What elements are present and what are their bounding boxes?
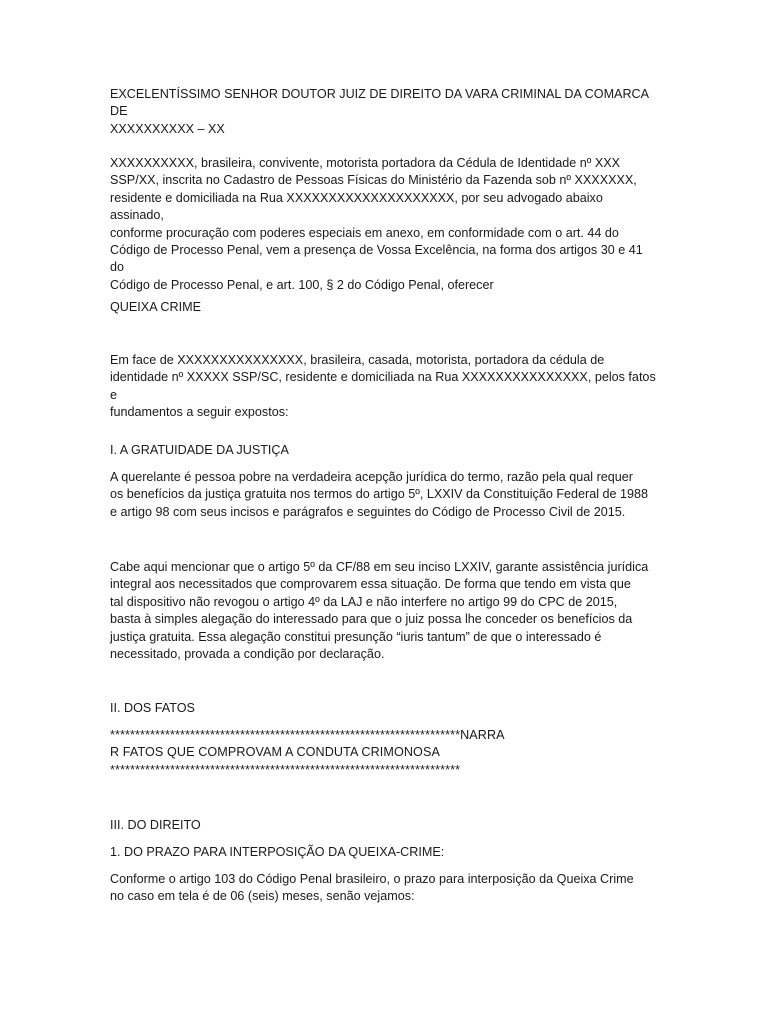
defendant-paragraph: Em face de XXXXXXXXXXXXXXX, brasileira, casada, motorista, portadora da cédula de identidade nº XXXXX SSP/SC, residente e domiciliada na Rua XXXXXXXXXXXXXXX, pelos fatos e fundamentos a seguir expostos: <box>110 353 656 420</box>
qualification-paragraph: XXXXXXXXXX, brasileira, convivente, motorista portadora da Cédula de Identidade nº XXX SSP/XX, inscrita no Cadastro de Pessoas Físicas do Ministério da Fazenda sob nº XXXXXXX, residente e domiciliada na Rua XXXXXXXXXXXXXXXXXXXX, por seu advogado abaixo assinado, conforme procuração com poderes especiais em anexo, em conformidade com o art. 44 do Código de Processo Penal, vem a presença de Vossa Excelência, na forma dos artigos 30 e 41 do Código de Processo Penal, e art. 100, § 2 do Código Penal, oferecer <box>110 156 643 292</box>
addressee-heading: EXCELENTÍSSIMO SENHOR DOUTOR JUIZ DE DIREITO DA VARA CRIMINAL DA COMARCA DE XXXXXXXXXX – XX <box>110 87 649 136</box>
section-title-gratuidade: I. A GRATUIDADE DA JUSTIÇA <box>110 443 289 457</box>
gratuidade-paragraph-2: Cabe aqui mencionar que o artigo 5º da CF/88 em seu inciso LXXIV, garante assistência jurídica integral aos necessitados que comprovarem essa situação. De forma que tendo em vista que tal dispositivo não revogou o artigo 4º da LAJ e não interfere no artigo 99 do CPC de 2015, basta à simples alegação do interessado para que o juiz possa lhe conceder os benefícios da justiça gratuita. Essa alegação constitui presunção “iuris tantum” de que o interessado é necessitado, provada a condição por declaração. <box>110 560 649 662</box>
prazo-paragraph: Conforme o artigo 103 do Código Penal brasileiro, o prazo para interposição da Queixa Crime no caso em tela é de 06 (seis) meses, senão vejamos: <box>110 872 634 904</box>
fatos-placeholder-text: **********************************************************************NARRA R FATOS QUE COMPROVAM A CONDUTA CRIMONOSA ********************************************************************** <box>110 728 505 777</box>
section-title-direito: III. DO DIREITO <box>110 818 201 832</box>
action-title: QUEIXA CRIME <box>110 300 201 314</box>
subsection-title-prazo: 1. DO PRAZO PARA INTERPOSIÇÃO DA QUEIXA-CRIME: <box>110 845 445 859</box>
section-title-fatos: II. DOS FATOS <box>110 701 195 715</box>
gratuidade-paragraph-1: A querelante é pessoa pobre na verdadeira acepção jurídica do termo, razão pela qual requer os benefícios da justiça gratuita nos termos do artigo 5º, LXXIV da Constituição Federal de 1988 e artigo 98 com seus incisos e parágrafos e seguintes do Código de Processo Civil de 2015. <box>110 470 649 519</box>
